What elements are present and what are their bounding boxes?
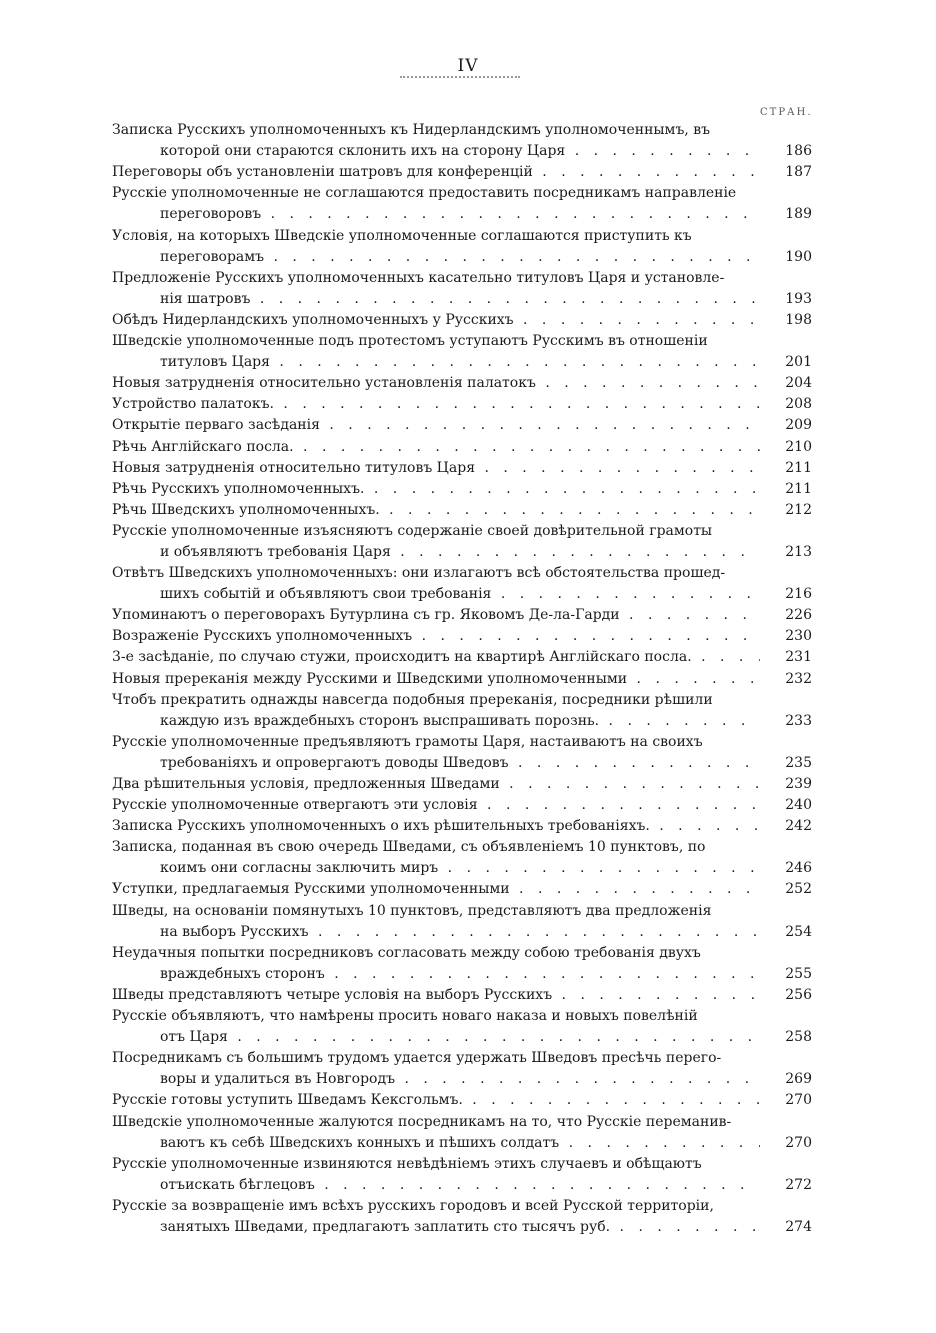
toc-entry-line (112, 268, 812, 289)
toc-entry-text: коимъ они согласны заключить миръ . . . (160, 858, 760, 879)
toc-entry-line (112, 900, 812, 921)
toc-entry-text: Рѣчь Русскихъ уполномоченныхъ. . . . (112, 479, 760, 500)
toc-entry-text: Уступки, предлагаемыя Русскими уполномоченными . . . (112, 879, 760, 900)
toc-entry-text: Условія, на которыхъ Шведскіе уполномоченные соглашаются приступить къ (112, 227, 692, 244)
toc-page-number: 186 (785, 143, 812, 160)
toc-page-number: 269 (785, 1071, 812, 1088)
toc-entry-text: Русскіе уполномоченные не соглашаются предоставить посредникамъ направленіе (112, 185, 737, 202)
toc-entry-line (112, 331, 812, 352)
toc-entry-line (112, 668, 812, 689)
toc-entry-text: Новыя пререканія между Русскими и Шведскими уполномоченными . . . (112, 669, 760, 690)
toc-entry-line (112, 1217, 812, 1238)
toc-page-number: 201 (785, 354, 812, 371)
toc-entry-text: титуловъ Царя . . . (160, 352, 760, 373)
toc-entry-line (112, 816, 812, 837)
toc-entry-line (112, 1027, 812, 1048)
toc-page-number: 270 (785, 1134, 812, 1151)
toc-page-number: 239 (785, 776, 812, 792)
toc-entry (112, 563, 812, 605)
toc-entry-line (112, 204, 812, 225)
toc-entry (112, 268, 812, 310)
toc-entry-text: Русскіе уполномоченные отвергаютъ эти условія . . . (112, 795, 760, 816)
toc-entry-line (112, 922, 812, 943)
toc-entry-line (112, 436, 812, 457)
toc-page-number: 254 (785, 923, 812, 940)
toc-page-number: 187 (785, 164, 812, 181)
toc-entry-line (112, 1090, 812, 1111)
toc-entry-text: Русскіе объявляютъ, что намѣрены просить новаго наказа и новыхъ повелѣній (112, 1008, 698, 1025)
toc-entry (112, 900, 812, 942)
toc-page-number: 252 (785, 881, 812, 898)
toc-entry (112, 310, 812, 331)
toc-entry (112, 331, 812, 373)
toc-entry-text: Записка Русскихъ уполномоченныхъ къ Нидерландскимъ уполномоченнымъ, въ (112, 122, 711, 139)
toc-entry-text: требованіяхъ и опровергаютъ доводы Шведовъ . . . (160, 753, 760, 774)
toc-entry-line (112, 732, 812, 753)
page-number: IV (457, 56, 479, 76)
toc-page-number: 258 (785, 1029, 812, 1046)
toc-page-number: 232 (785, 670, 812, 687)
toc-entry-text: Возраженіе Русскихъ уполномоченныхъ . . . (112, 626, 760, 647)
toc-entry-line (112, 858, 812, 879)
toc-page-number: 198 (785, 311, 812, 328)
toc-entry-text: Русскіе готовы уступить Шведамъ Кексгольмъ. . . . (112, 1090, 760, 1111)
header-divider (400, 76, 520, 78)
toc-entry (112, 120, 812, 162)
toc-entry (112, 183, 812, 225)
toc-entry-text: Переговоры объ установленіи шатровъ для конференцій . . . (112, 162, 760, 183)
toc-entry-line (112, 394, 812, 415)
toc-entry-line (112, 774, 812, 795)
toc-entry-line (112, 1069, 812, 1090)
page-column-label: СТРАН. (760, 107, 813, 118)
toc-entry-line (112, 879, 812, 900)
toc-entry-line (112, 1111, 812, 1132)
toc-entry (112, 647, 812, 668)
toc-entry (112, 394, 812, 415)
toc-entry-text: Посредникамъ съ большимъ трудомъ удается удержать Шведовъ пресѣчь перего- (112, 1050, 722, 1067)
toc-entry (112, 795, 812, 816)
toc-entry-text: занятыхъ Шведами, предлагаютъ заплатить сто тысячъ руб. . . . (160, 1217, 760, 1238)
toc-entry-text: Неудачныя попытки посредниковъ согласовать между собою требованія двухъ (112, 944, 701, 961)
toc-entry-text: Рѣчь Англійскаго посла. . . . (112, 437, 760, 458)
toc-entry-text: Два рѣшительныя условія, предложенныя Шведами . . . (112, 774, 760, 795)
toc-entry (112, 816, 812, 837)
table-of-contents (112, 120, 812, 1238)
toc-page-number: 230 (785, 628, 812, 645)
toc-entry-line (112, 690, 812, 711)
toc-page-number: 213 (785, 543, 812, 560)
toc-entry-line (112, 247, 812, 268)
toc-entry (112, 415, 812, 436)
toc-entry-line (112, 521, 812, 542)
toc-page-number: 216 (785, 586, 812, 603)
toc-entry-text: Новыя затрудненія относительно установленія палатокъ . . . (112, 373, 760, 394)
toc-entry-line (112, 141, 812, 162)
toc-entry (112, 943, 812, 985)
toc-entry-line (112, 1154, 812, 1175)
toc-page-number: 240 (785, 797, 812, 814)
toc-entry-text: на выборъ Русскихъ . . . (160, 922, 760, 943)
toc-entry-text: которой они стараются склонить ихъ на сторону Царя . . . (160, 141, 760, 162)
toc-entry-line (112, 289, 812, 310)
toc-entry (112, 1196, 812, 1238)
toc-page-number: 193 (785, 290, 812, 307)
toc-entry-line (112, 1006, 812, 1027)
toc-page-number: 270 (785, 1092, 812, 1109)
toc-entry-text: ваютъ къ себѣ Шведскихъ конныхъ и пѣшихъ солдатъ . . . (160, 1133, 760, 1154)
toc-entry-line (112, 837, 812, 858)
toc-entry-line (112, 563, 812, 584)
toc-entry (112, 985, 812, 1006)
toc-entry-text: Предложеніе Русскихъ уполномоченныхъ касательно титуловъ Царя и установле- (112, 269, 725, 286)
toc-entry-line (112, 183, 812, 204)
toc-entry-line (112, 310, 812, 331)
toc-entry-text: Русскіе уполномоченные извиняются невѣдѣніемъ этихъ случаевъ и обѣщаютъ (112, 1155, 702, 1172)
toc-entry-text: нія шатровъ . . . (160, 289, 760, 310)
toc-entry (112, 1090, 812, 1111)
toc-entry (112, 690, 812, 732)
toc-entry-text: Шведы, на основаніи помянутыхъ 10 пунктовъ, представляютъ два предложенія (112, 902, 712, 919)
toc-entry-line (112, 479, 812, 500)
toc-entry (112, 500, 812, 521)
toc-entry-text: переговорамъ . . . (160, 247, 760, 268)
toc-entry-text: Упоминаютъ о переговорахъ Бутурлина съ гр. Яковомъ Де-ла-Гарди . . . (112, 605, 760, 626)
toc-entry-line (112, 985, 812, 1006)
toc-page-number: 204 (785, 375, 812, 392)
toc-page-number: 209 (785, 417, 812, 434)
toc-entry-line (112, 753, 812, 774)
toc-entry-text: Чтобъ прекратить однажды навсегда подобныя пререканія, посредники рѣшили (112, 691, 713, 708)
toc-page-number: 189 (785, 206, 812, 223)
toc-entry (112, 521, 812, 563)
toc-entry-line (112, 225, 812, 246)
toc-entry (112, 668, 812, 689)
toc-entry (112, 1006, 812, 1048)
toc-entry (112, 373, 812, 394)
toc-entry-text: Открытіе перваго засѣданія . . . (112, 415, 760, 436)
toc-page-number: 235 (785, 754, 812, 771)
toc-page-number: 274 (785, 1218, 812, 1235)
toc-entry (112, 732, 812, 774)
toc-entry-text: Русскіе уполномоченные предъявляютъ грамоты Царя, настаиваютъ на своихъ (112, 733, 703, 750)
toc-entry-text: отъискать бѣглецовъ . . . (160, 1175, 760, 1196)
toc-entry (112, 626, 812, 647)
toc-entry-line (112, 943, 812, 964)
toc-entry (112, 1048, 812, 1090)
toc-entry-line (112, 626, 812, 647)
toc-entry (112, 458, 812, 479)
toc-entry (112, 162, 812, 183)
toc-entry-line (112, 605, 812, 626)
toc-entry-text: воры и удалиться въ Новгородъ . . . (160, 1069, 760, 1090)
toc-page-number: 255 (785, 965, 812, 982)
toc-entry-text: каждую изъ враждебныхъ сторонъ выспрашивать порознь. . . . (160, 711, 760, 732)
toc-entry-line (112, 500, 812, 521)
toc-page-number: 246 (785, 860, 812, 877)
toc-entry (112, 479, 812, 500)
toc-entry-line (112, 1133, 812, 1154)
toc-entry (112, 1154, 812, 1196)
toc-entry (112, 225, 812, 267)
toc-entry-text: 3-е засѣданіе, по случаю стужи, происходитъ на квартирѣ Англійскаго посла. . . . (112, 647, 760, 668)
toc-entry (112, 436, 812, 457)
toc-page-number: 210 (785, 438, 812, 455)
toc-entry (112, 774, 812, 795)
toc-entry (112, 837, 812, 879)
toc-entry-text: Отвѣтъ Шведскихъ уполномоченныхъ: они излагаютъ всѣ обстоятельства прошед- (112, 565, 726, 582)
toc-page-number: 190 (785, 248, 812, 265)
toc-entry-text: Рѣчь Шведскихъ уполномоченныхъ. . . . (112, 500, 760, 521)
toc-page-number: 212 (785, 501, 812, 518)
toc-entry (112, 879, 812, 900)
toc-entry-line (112, 964, 812, 985)
toc-entry-line (112, 1196, 812, 1217)
toc-entry-line (112, 352, 812, 373)
toc-entry-line (112, 711, 812, 732)
toc-entry-text: Русскіе за возвращеніе имъ всѣхъ русскихъ городовъ и всей Русской территоріи, (112, 1197, 714, 1214)
toc-entry (112, 1111, 812, 1153)
toc-entry-line (112, 584, 812, 605)
toc-page-number: 272 (785, 1176, 812, 1193)
toc-entry-text: отъ Царя . . . (160, 1027, 760, 1048)
toc-entry-line (112, 415, 812, 436)
toc-entry-text: Шведскіе уполномоченные жалуются посредникамъ на то, что Русскіе переманив- (112, 1113, 732, 1130)
toc-entry-line (112, 162, 812, 183)
toc-entry-line (112, 795, 812, 816)
toc-entry-line (112, 458, 812, 479)
toc-entry-text: враждебныхъ сторонъ . . . (160, 964, 760, 985)
toc-entry-text: Обѣдъ Нидерландскихъ уполномоченныхъ у Русскихъ . . . (112, 310, 760, 331)
toc-entry-line (112, 542, 812, 563)
toc-entry-text: шихъ событій и объявляютъ свои требованія . . . (160, 584, 760, 605)
toc-entry-text: Шведы представляютъ четыре условія на выборъ Русскихъ . . . (112, 985, 760, 1006)
toc-entry-text: Записка, поданная въ свою очередь Шведами, съ объявленіемъ 10 пунктовъ, по (112, 839, 706, 856)
toc-page-number: 242 (785, 818, 812, 835)
toc-page-number: 211 (785, 459, 812, 476)
toc-entry-text: Шведскіе уполномоченные подъ протестомъ уступаютъ Русскимъ въ отношеніи (112, 333, 708, 350)
toc-entry-line (112, 373, 812, 394)
toc-entry-text: Устройство палатокъ. . . . (112, 394, 760, 415)
toc-page-number: 211 (785, 480, 812, 497)
toc-page-number: 231 (785, 649, 812, 666)
toc-entry (112, 605, 812, 626)
toc-entry-line (112, 120, 812, 141)
toc-entry-text: Русскіе уполномоченные изъясняютъ содержаніе своей довѣрительной грамоты (112, 522, 713, 539)
toc-entry-text: Новыя затрудненія относительно титуловъ Царя . . . (112, 458, 760, 479)
toc-page-number: 208 (785, 396, 812, 413)
toc-page-number: 233 (785, 712, 812, 729)
toc-entry-text: переговоровъ . . . (160, 204, 760, 225)
toc-entry-text: и объявляютъ требованія Царя . . . (160, 542, 760, 563)
toc-page-number: 226 (785, 607, 812, 624)
toc-entry-line (112, 647, 812, 668)
toc-entry-line (112, 1048, 812, 1069)
toc-entry-text: Записка Русскихъ уполномоченныхъ о ихъ рѣшительныхъ требованіяхъ. . . . (112, 816, 760, 837)
toc-page-number: 256 (785, 986, 812, 1003)
toc-entry-line (112, 1175, 812, 1196)
